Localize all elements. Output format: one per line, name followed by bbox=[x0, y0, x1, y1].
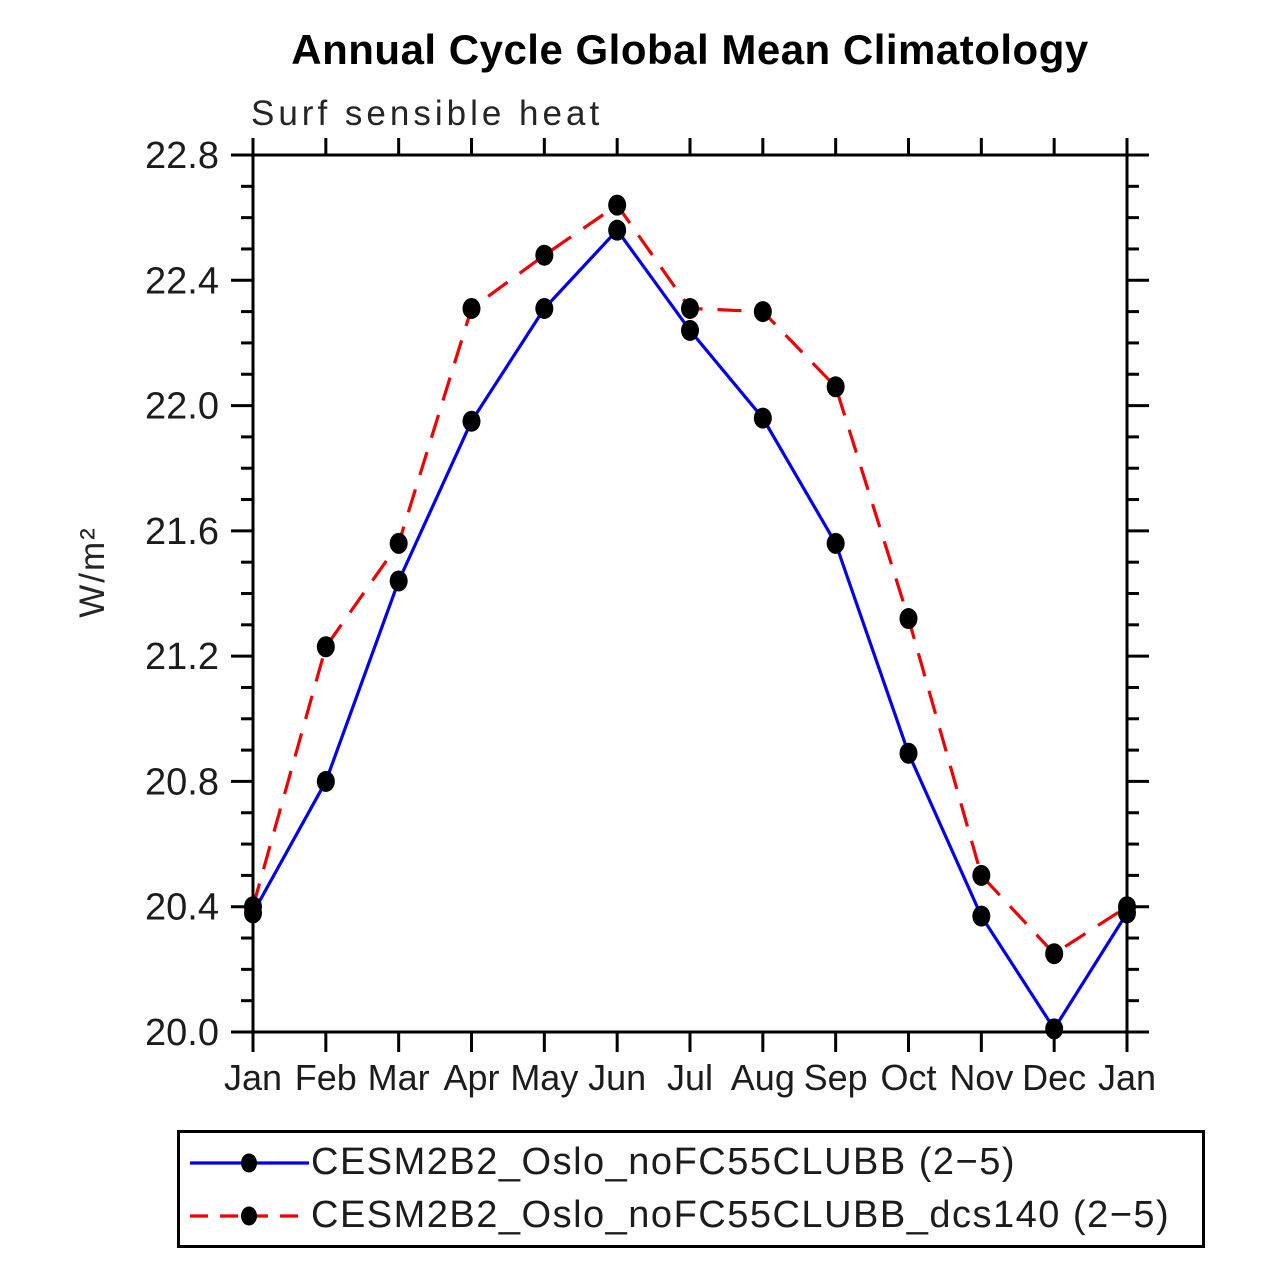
y-tick-label: 22.4 bbox=[145, 260, 219, 303]
y-axis-title: W/m² bbox=[73, 526, 112, 618]
y-tick-label: 22.8 bbox=[145, 135, 219, 177]
legend-sample-line-1-icon bbox=[185, 1194, 311, 1238]
data-point-marker-s1-Oct bbox=[900, 608, 918, 629]
y-tick-label: 21.2 bbox=[145, 636, 219, 679]
data-point-marker-s1-Feb bbox=[317, 636, 335, 657]
chart-subtitle: Surf sensible heat bbox=[251, 94, 604, 133]
y-tick-label: 20.8 bbox=[145, 761, 219, 804]
data-point-marker-s1-May bbox=[535, 245, 553, 266]
data-point-marker-s0-Oct bbox=[900, 743, 918, 764]
x-tick-label: Mar bbox=[367, 1057, 430, 1098]
data-point-marker-s1-Mar bbox=[390, 533, 408, 554]
data-point-marker-s0-Feb bbox=[317, 771, 335, 792]
y-tick-label: 20.4 bbox=[145, 886, 219, 929]
data-point-marker-s0-Dec bbox=[1045, 1018, 1063, 1039]
data-point-marker-s0-Aug bbox=[754, 408, 772, 429]
legend-row bbox=[185, 1136, 1202, 1189]
data-point-marker-s1-Apr bbox=[463, 298, 481, 319]
legend-label-series-1: CESM2B2_Oslo_noFC55CLUBB_dcs140 (2−5) bbox=[311, 1194, 1171, 1236]
chart-title: Annual Cycle Global Mean Climatology bbox=[291, 26, 1089, 73]
series-line-0 bbox=[253, 230, 1127, 1029]
data-point-marker-s1-Jan bbox=[244, 896, 262, 917]
y-tick-label: 20.0 bbox=[145, 1012, 219, 1054]
legend bbox=[177, 1130, 1205, 1248]
x-tick-label: Jun bbox=[588, 1057, 647, 1098]
data-point-marker-s1-Jul bbox=[681, 298, 699, 319]
data-point-marker-s0-May bbox=[535, 298, 553, 319]
data-point-marker-s0-Jul bbox=[681, 320, 699, 341]
legend-label-series-0: CESM2B2_Oslo_noFC55CLUBB (2−5) bbox=[311, 1141, 1017, 1183]
y-tick-label: 21.6 bbox=[145, 510, 219, 553]
x-tick-label: Jan bbox=[223, 1057, 283, 1098]
data-point-marker-s1-Nov bbox=[972, 865, 990, 886]
data-point-marker-s1-Sep bbox=[827, 376, 845, 397]
data-point-marker-s0-Sep bbox=[827, 533, 845, 554]
x-tick-label: Jul bbox=[666, 1057, 714, 1098]
y-tick-label: 22.0 bbox=[145, 385, 219, 428]
data-point-marker-s0-Nov bbox=[972, 906, 990, 927]
data-point-marker-s0-Mar bbox=[390, 570, 408, 591]
x-tick-label: Sep bbox=[803, 1057, 868, 1098]
x-tick-label: Jan bbox=[1097, 1057, 1157, 1098]
plot-frame bbox=[253, 155, 1127, 1032]
legend-marker-1-icon bbox=[241, 1206, 257, 1225]
data-point-marker-s1-Jun bbox=[608, 195, 626, 216]
x-tick-label: Oct bbox=[880, 1057, 937, 1098]
x-tick-label: Feb bbox=[294, 1057, 357, 1098]
data-point-marker-s0-Apr bbox=[463, 411, 481, 432]
data-point-marker-s1-Dec bbox=[1045, 943, 1063, 964]
data-point-marker-s1-Jan bbox=[1118, 896, 1136, 917]
data-point-marker-s1-Aug bbox=[754, 301, 772, 322]
x-tick-label: Dec bbox=[1022, 1057, 1087, 1098]
data-point-marker-s0-Jun bbox=[608, 220, 626, 241]
x-tick-label: Nov bbox=[949, 1057, 1014, 1098]
legend-sample-line-0-icon bbox=[185, 1141, 311, 1185]
x-tick-label: Apr bbox=[443, 1057, 500, 1098]
legend-marker-0-icon bbox=[241, 1153, 257, 1172]
legend-row bbox=[185, 1189, 1202, 1242]
x-tick-label: May bbox=[510, 1057, 579, 1098]
x-tick-label: Aug bbox=[730, 1057, 795, 1098]
